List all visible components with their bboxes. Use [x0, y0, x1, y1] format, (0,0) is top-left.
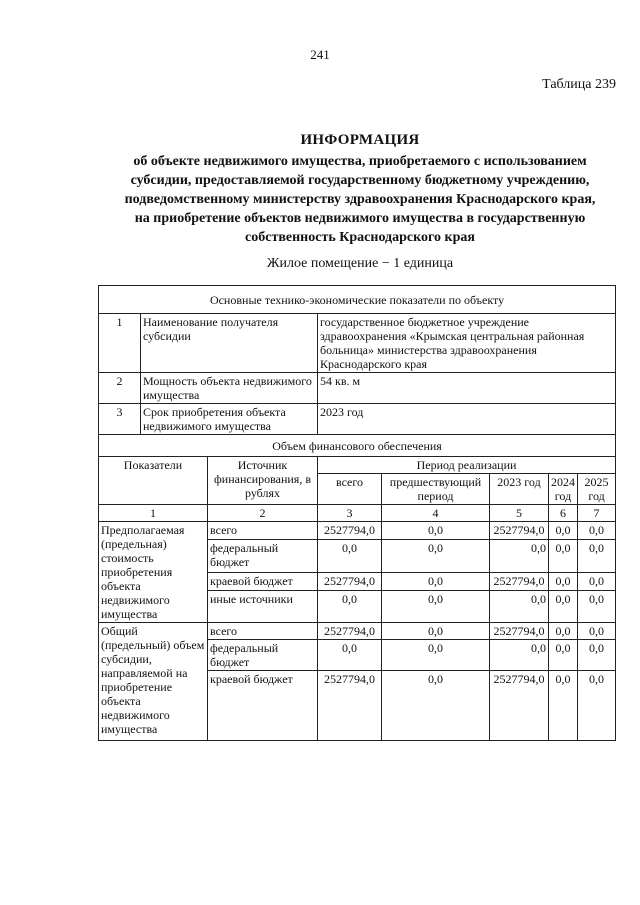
value-2025: 0,0 — [578, 640, 616, 671]
value-2024: 0,0 — [549, 573, 578, 591]
value-total: 2527794,0 — [318, 623, 382, 640]
row-number: 1 — [99, 314, 141, 373]
document-title: ИНФОРМАЦИЯ — [300, 132, 420, 148]
value-2025: 0,0 — [578, 623, 616, 640]
header-period: Период реализации — [318, 457, 616, 474]
value-total: 2527794,0 — [318, 573, 382, 591]
subtitle-line: собственность Краснодарского края — [245, 230, 475, 245]
section-header-financing: Объем финансового обеспечения — [99, 435, 616, 457]
group-label-subsidy: Общий (предельный) объем субсидии, направляемой на приобретение объекта недвижимого имущества — [99, 623, 208, 741]
header-previous-period: предшествующий период — [382, 474, 490, 505]
value-2024: 0,0 — [549, 640, 578, 671]
header-2023: 2023 год — [490, 474, 549, 505]
header-total: всего — [318, 474, 382, 505]
value-2023: 0,0 — [490, 540, 549, 573]
value-2024: 0,0 — [549, 540, 578, 573]
table-name: Таблица 239 — [542, 77, 616, 92]
source-cell: краевой бюджет — [208, 573, 318, 591]
header-2024: 2024 год — [549, 474, 578, 505]
row-value: 2023 год — [318, 404, 616, 435]
subtitle-line: об объекте недвижимого имущества, приобретаемого с использованием — [133, 154, 587, 169]
value-2025: 0,0 — [578, 522, 616, 540]
subtitle-line: субсидии, предоставляемой государственному бюджетному учреждению, — [130, 173, 590, 188]
unit-line: Жилое помещение − 1 единица — [266, 256, 454, 271]
row-name: Срок приобретения объекта недвижимого имущества — [141, 404, 318, 435]
col-number: 1 — [99, 505, 208, 522]
source-cell: федеральный бюджет — [208, 640, 318, 671]
value-previous: 0,0 — [382, 591, 490, 623]
value-total: 0,0 — [318, 640, 382, 671]
value-2025: 0,0 — [578, 573, 616, 591]
col-number: 2 — [208, 505, 318, 522]
subtitle-line: на приобретение объектов недвижимого имущества в государственную — [134, 211, 586, 226]
value-2025: 0,0 — [578, 671, 616, 741]
value-2023: 0,0 — [490, 591, 549, 623]
row-name: Мощность объекта недвижимого имущества — [141, 373, 318, 404]
value-previous: 0,0 — [382, 522, 490, 540]
col-number: 4 — [382, 505, 490, 522]
value-2025: 0,0 — [578, 540, 616, 573]
col-number: 7 — [578, 505, 616, 522]
value-2023: 2527794,0 — [490, 671, 549, 741]
value-2024: 0,0 — [549, 671, 578, 741]
value-previous: 0,0 — [382, 623, 490, 640]
col-number: 5 — [490, 505, 549, 522]
value-2023: 2527794,0 — [490, 623, 549, 640]
header-source: Источник финансирования, в рублях — [208, 457, 318, 505]
source-cell: федеральный бюджет — [208, 540, 318, 573]
header-indicators: Показатели — [99, 457, 208, 505]
value-2023: 0,0 — [490, 640, 549, 671]
row-number: 2 — [99, 373, 141, 404]
value-2024: 0,0 — [549, 591, 578, 623]
section-header-indicators: Основные технико-экономические показатели по объекту — [99, 286, 616, 314]
value-previous: 0,0 — [382, 640, 490, 671]
source-cell: всего — [208, 522, 318, 540]
row-name: Наименование получателя субсидии — [141, 314, 318, 373]
source-cell: краевой бюджет — [208, 671, 318, 741]
value-2024: 0,0 — [549, 623, 578, 640]
subtitle-line: подведомственному министерству здравоохранения Краснодарского края, — [124, 192, 596, 207]
value-2025: 0,0 — [578, 591, 616, 623]
value-previous: 0,0 — [382, 540, 490, 573]
col-number: 3 — [318, 505, 382, 522]
header-2025: 2025 год — [578, 474, 616, 505]
value-total: 0,0 — [318, 540, 382, 573]
value-previous: 0,0 — [382, 573, 490, 591]
row-number: 3 — [99, 404, 141, 435]
source-cell: иные источники — [208, 591, 318, 623]
value-2023: 2527794,0 — [490, 522, 549, 540]
value-total: 2527794,0 — [318, 522, 382, 540]
document-subtitle — [80, 152, 640, 247]
col-number: 6 — [549, 505, 578, 522]
row-value: 54 кв. м — [318, 373, 616, 404]
info-table — [98, 285, 616, 741]
source-cell: всего — [208, 623, 318, 640]
group-label-cost: Предполагаемая (предельная) стоимость приобретения объекта недвижимого имущества — [99, 522, 208, 623]
value-total: 0,0 — [318, 591, 382, 623]
value-2024: 0,0 — [549, 522, 578, 540]
page-number: 241 — [310, 47, 330, 62]
value-previous: 0,0 — [382, 671, 490, 741]
value-total: 2527794,0 — [318, 671, 382, 741]
row-value: государственное бюджетное учреждение здравоохранения «Крымская центральная районная больница» министерства здравоохранения Краснодарского края — [318, 314, 616, 373]
value-2023: 2527794,0 — [490, 573, 549, 591]
